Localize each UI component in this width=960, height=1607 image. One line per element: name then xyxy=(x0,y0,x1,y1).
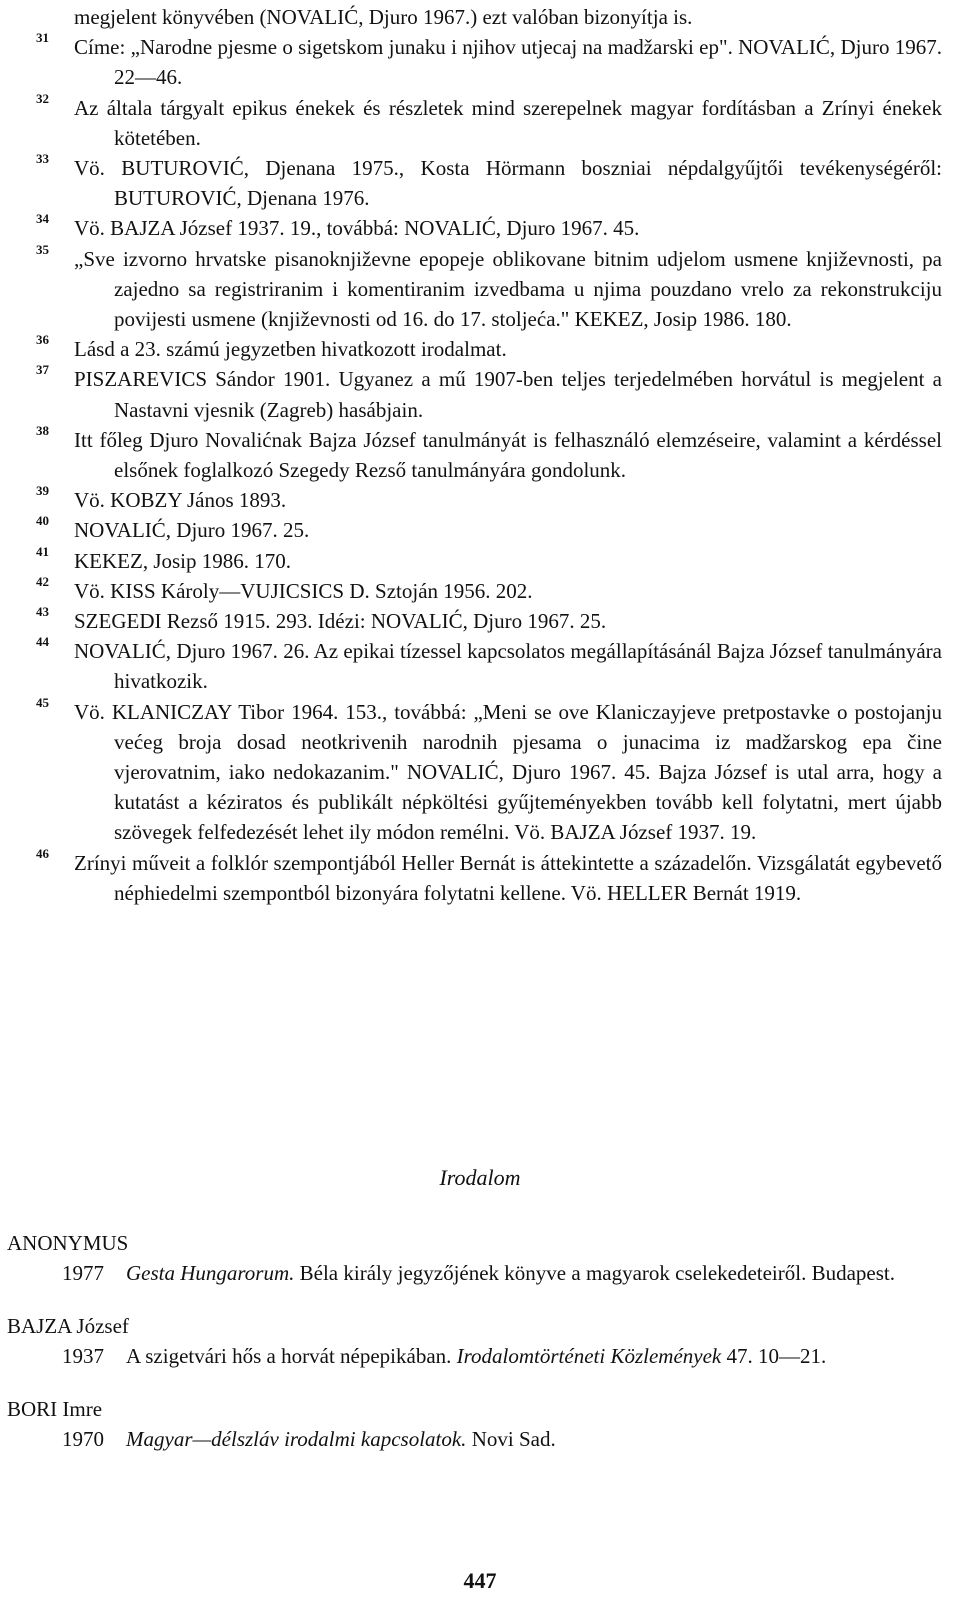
bib-year: 1970 xyxy=(62,1427,104,1451)
footnote-number: 44 xyxy=(36,634,49,650)
footnote-text: Itt főleg Djuro Novalićnak Bajza József tanulmányát is felhasználó elemzéseire, valamint a kérdéssel elsőnek foglalkozó Szegedy Rezső tanulmányára gondolunk. xyxy=(74,427,942,483)
bibliography-entry xyxy=(7,1228,937,1288)
footnote-number: 38 xyxy=(36,422,49,438)
footnote-number: 45 xyxy=(36,694,49,710)
footnote-text: Vö. BAJZA József 1937. 19., továbbá: NOVALIĆ, Djuro 1967. 45. xyxy=(74,216,640,241)
footnote-continuation xyxy=(36,2,942,32)
footnote-38 xyxy=(36,422,942,485)
footnote-number: 33 xyxy=(36,151,49,167)
footnote-39 xyxy=(36,485,942,515)
footnote-36 xyxy=(36,334,942,364)
footnote-text: Vö. BUTUROVIĆ, Djenana 1975., Kosta Hörmann boszniai népdalgyűjtői tevékenységéről: BUTUROVIĆ, Djenana 1976. xyxy=(74,156,942,211)
footnote-number: 39 xyxy=(36,483,49,499)
footnote-text: NOVALIĆ, Djuro 1967. 26. Az epikai tízessel kapcsolatos megállapításánál Bajza József tanulmányára hivatkozik. xyxy=(74,639,942,694)
footnote-text: Címe: „Narodne pjesme o sigetskom junaku i njihov utjecaj na madžarski ep". NOVALIĆ, Djuro 1967. 22—46. xyxy=(74,35,942,90)
page-number: 447 xyxy=(463,1568,497,1593)
footnote-number: 32 xyxy=(36,90,49,106)
footnote-43 xyxy=(36,606,942,636)
footnote-40 xyxy=(36,515,942,545)
footnote-33 xyxy=(36,153,942,213)
footnote-44 xyxy=(36,636,942,696)
footnote-text: Az általa tárgyalt epikus énekek és részletek mind szerepelnek magyar fordításban a Zrínyi énekek kötetében. xyxy=(74,95,942,150)
footnote-text: Zrínyi műveit a folklór szempontjából Heller Bernát is áttekintette a századelőn. Vizsgálatát egybevető néphiedelmi szempontból bizonyára folytatni kellene. Vö. HELLER Bernát 1919. xyxy=(74,850,942,905)
bib-rest: 47. 10—21. xyxy=(721,1344,827,1368)
footnote-42 xyxy=(36,573,942,606)
footnote-text: NOVALIĆ, Djuro 1967. 25. xyxy=(74,518,310,543)
footnote-text: Lásd a 23. számú jegyzetben hivatkozott irodalmat. xyxy=(74,337,507,362)
bib-reference xyxy=(7,1341,937,1371)
footnote-text: Vö. KLANICZAY Tibor 1964. 153., továbbá: „Meni se ove Klaniczayjeve pretpostavke o postojanju većeg broja dosad neotkrivenih narodnih pjesama o junacima iz madžarskog epa čine vjerovatnim, iako nedokazanim." NOVALIĆ, Djuro 1967. 45. Bajza József is utal arra, hogy a kutatást a kéziratos és publikált népköltési gyűjteményekben tovább kell folytatni, mert újabb szövegek felfedezését lehet ily módon remélni. Vö. BAJZA József 1937. 19. xyxy=(74,699,942,845)
footnote-number: 41 xyxy=(36,543,49,559)
bib-author: BORI Imre xyxy=(7,1397,103,1421)
bib-reference xyxy=(7,1258,937,1288)
footnote-46 xyxy=(36,845,942,908)
bib-author: BAJZA József xyxy=(7,1314,129,1338)
footnote-number: 31 xyxy=(36,30,49,46)
bib-title: Magyar—délszláv irodalmi kapcsolatok. xyxy=(126,1427,467,1451)
footnote-number: 40 xyxy=(36,513,49,529)
bibliography-entry xyxy=(7,1311,937,1371)
footnote-32 xyxy=(36,90,942,153)
section-heading: Irodalom xyxy=(439,1165,521,1190)
footnote-text: „Sve izvorno hrvatske pisanoknjiževne epopeje oblikovane bitnim udjelom usmene književnosti, pa zajedno sa registriranim i komentiranim izvedbama u njima pouzdano vrelo za rekonstrukciju povijesti usmene (književnosti od 16. do 17. stoljeća." KEKEZ, Josip 1986. 180. xyxy=(74,246,942,332)
footnote-number: 43 xyxy=(36,604,49,620)
footnote-text: KEKEZ, Josip 1986. 170. xyxy=(74,548,291,573)
bib-pre: A szigetvári hős a horvát népepikában. xyxy=(126,1344,457,1368)
footnote-number: 42 xyxy=(36,573,49,589)
bib-year: 1977 xyxy=(62,1261,104,1285)
footnote-31 xyxy=(36,32,942,92)
bib-author: ANONYMUS xyxy=(7,1231,129,1255)
bibliography-entry xyxy=(7,1394,937,1454)
footnote-number: 34 xyxy=(36,211,49,227)
footnote-45 xyxy=(36,694,942,848)
bibliography xyxy=(7,1228,937,1477)
bib-year: 1937 xyxy=(62,1344,104,1368)
footnote-number: 36 xyxy=(36,332,49,348)
footnotes xyxy=(36,2,942,908)
footnote-text: Vö. KOBZY János 1893. xyxy=(74,488,287,513)
footnote-text: PISZAREVICS Sándor 1901. Ugyanez a mű 1907-ben teljes terjedelmében horvátul is megjelent a Nastavni vjesnik (Zagreb) hasábjain. xyxy=(74,367,942,422)
footnote-number: 35 xyxy=(36,241,49,257)
footnote-text: Vö. KISS Károly—VUJICSICS D. Sztoján 1956. 202. xyxy=(74,578,533,603)
footnote-37 xyxy=(36,364,942,424)
footnote-text: megjelent könyvében (NOVALIĆ, Djuro 1967.) ezt valóban bizonyítja is. xyxy=(74,5,693,29)
bib-rest: Béla király jegyzőjének könyve a magyarok cselekedeteiről. Budapest. xyxy=(294,1261,896,1285)
footnote-41 xyxy=(36,543,942,576)
footnote-text: SZEGEDI Rezső 1915. 293. Idézi: NOVALIĆ, Djuro 1967. 25. xyxy=(74,609,607,634)
bib-reference xyxy=(7,1424,937,1454)
footnote-number: 37 xyxy=(36,362,49,378)
footnote-number: 46 xyxy=(36,845,49,861)
bib-title: Irodalomtörténeti Közlemények xyxy=(456,1344,722,1368)
footnote-35 xyxy=(36,241,942,335)
bib-title: Gesta Hungarorum. xyxy=(126,1261,295,1285)
footnote-34 xyxy=(36,213,942,243)
bib-rest: Novi Sad. xyxy=(466,1427,556,1451)
